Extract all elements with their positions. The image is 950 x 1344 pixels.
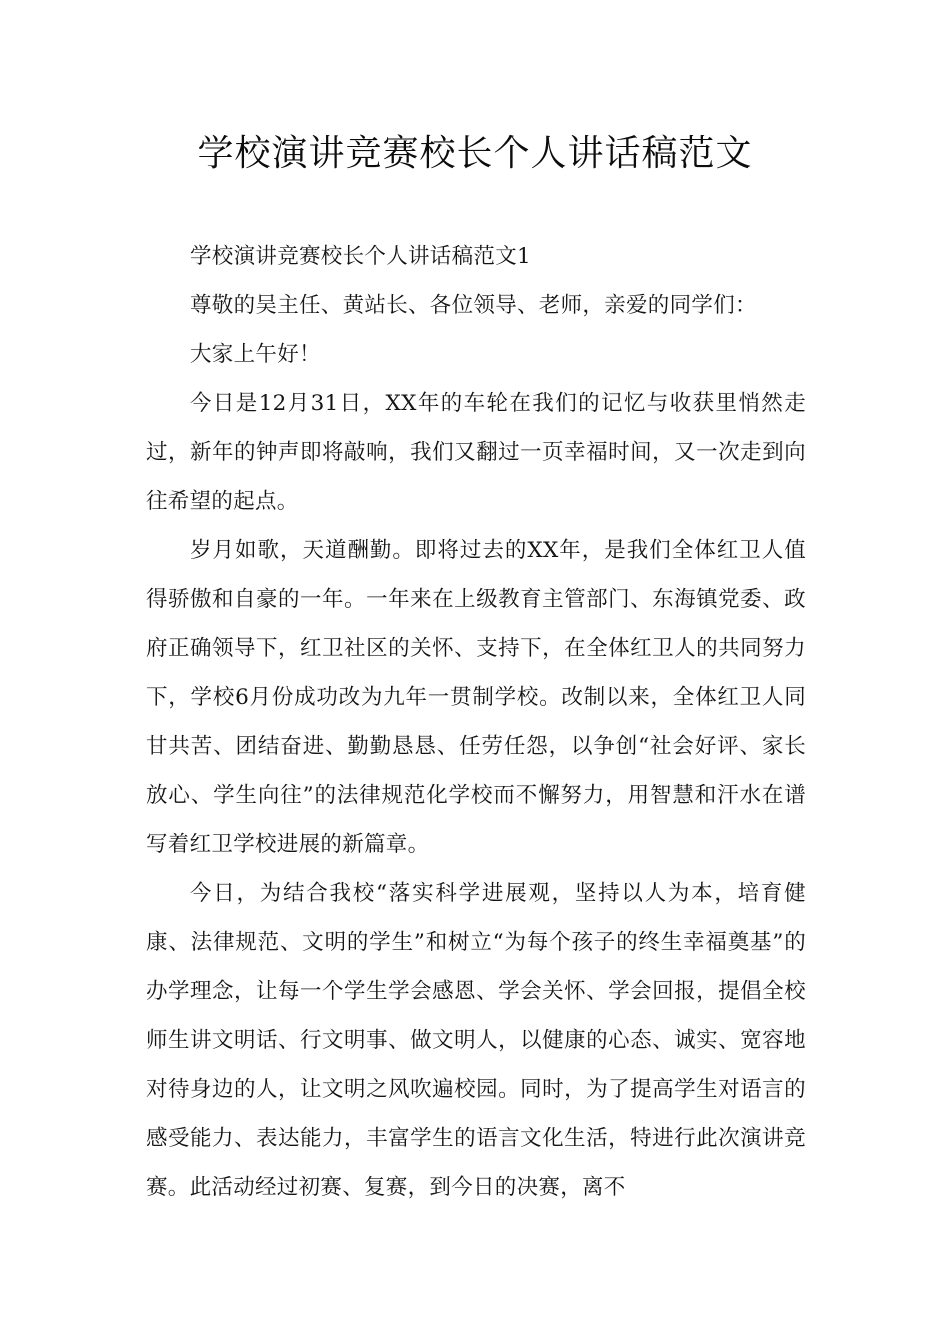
document-title: 学校演讲竞赛校长个人讲话稿范文: [197, 133, 753, 174]
body-paragraph: 今日，为结合我校“落实科学进展观，坚持以人为本，培育健康、法律规范、文明的学生”和树立“为每个孩子的终生幸福奠基”的办学理念，让每一个学生学会感恩、学会关怀、学会回报，提倡全校师生讲文明话、行文明事、做文明人，以健康的心态、诚实、宽容地对待身边的人，让文明之风吹遍校园。同时，为了提高学生对语言的感受能力、表达能力，丰富学生的语言文化生活，特进行此次演讲竞赛。此活动经过初赛、复赛，到今日的决赛，离不: [146, 881, 806, 1200]
salutation-paragraph: 尊敬的吴主任、黄站长、各位领导、老师，亲爱的同学们：: [190, 293, 757, 318]
section-heading: 学校演讲竞赛校长个人讲话稿范文1: [190, 244, 531, 269]
body-paragraph: 岁月如歌，天道酬勤。即将过去的XX年，是我们全体红卫人值得骄傲和自豪的一年。一年来在上级教育主管部门、东海镇党委、政府正确领导下，红卫社区的关怀、支持下，在全体红卫人的共同努力下，学校6月份成功改为九年一贯制学校。改制以来，全体红卫人同甘共苦、团结奋进、勤勤恳恳、任劳任怨，以争创“社会好评、家长放心、学生向往”的法律规范化学校而不懈努力，用智慧和汗水在谱写着红卫学校进展的新篇章。: [146, 538, 806, 857]
document-body: [146, 232, 806, 1212]
greeting-paragraph: 大家上午好！: [190, 342, 321, 367]
body-paragraph: 今日是12月31日，XX年的车轮在我们的记忆与收获里悄然走过，新年的钟声即将敲响，我们又翻过一页幸福时间，又一次走到向往希望的起点。: [146, 391, 806, 514]
